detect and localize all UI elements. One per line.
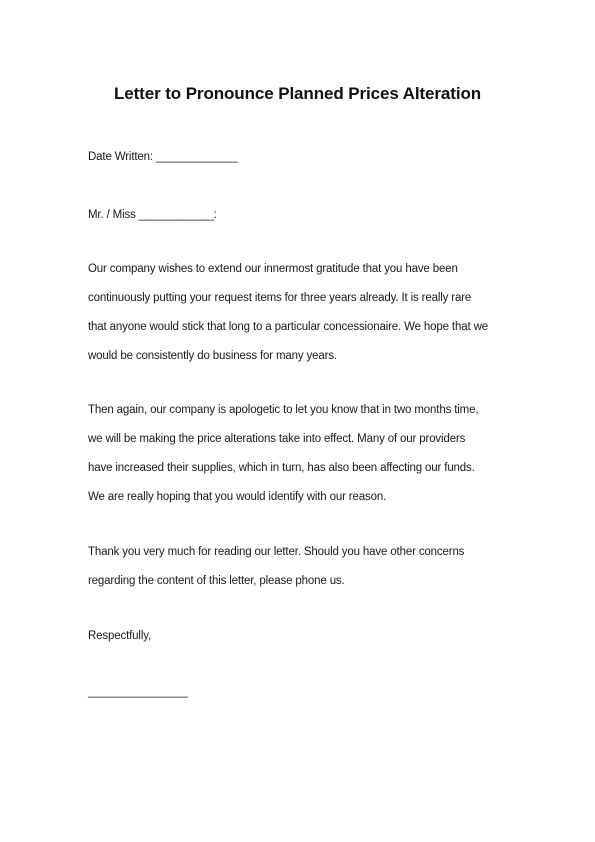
paragraph-gratitude (88, 255, 528, 371)
paragraph-line: Then again, our company is apologetic to let you know that in two months time, (88, 404, 479, 416)
paragraph-line: Our company wishes to extend our innermost gratitude that you have been (88, 263, 458, 275)
date-written-line: Date Written: _____________ (88, 151, 238, 163)
paragraph-thanks (88, 538, 528, 596)
paragraph-line: that anyone would stick that long to a particular concessionaire. We hope that we (88, 321, 488, 333)
paragraph-line: continuously putting your request items for three years already. It is really rare (88, 292, 472, 304)
paragraph-line: would be consistently do business for many years. (88, 350, 337, 362)
closing-line: Respectfully, (88, 630, 152, 642)
paragraph-line: have increased their supplies, which in turn, has also been affecting our funds. (88, 462, 475, 474)
signature-line: ________________ (88, 686, 188, 698)
paragraph-line: regarding the content of this letter, please phone us. (88, 575, 345, 587)
paragraph-price-change (88, 396, 528, 512)
page-title: Letter to Pronounce Planned Prices Alteration (113, 84, 482, 103)
paragraph-line: We are really hoping that you would identify with our reason. (88, 491, 387, 503)
salutation-line: Mr. / Miss ____________: (88, 209, 217, 221)
paragraph-line: Thank you very much for reading our letter. Should you have other concerns (88, 546, 465, 558)
paragraph-line: we will be making the price alterations take into effect. Many of our providers (88, 433, 466, 445)
